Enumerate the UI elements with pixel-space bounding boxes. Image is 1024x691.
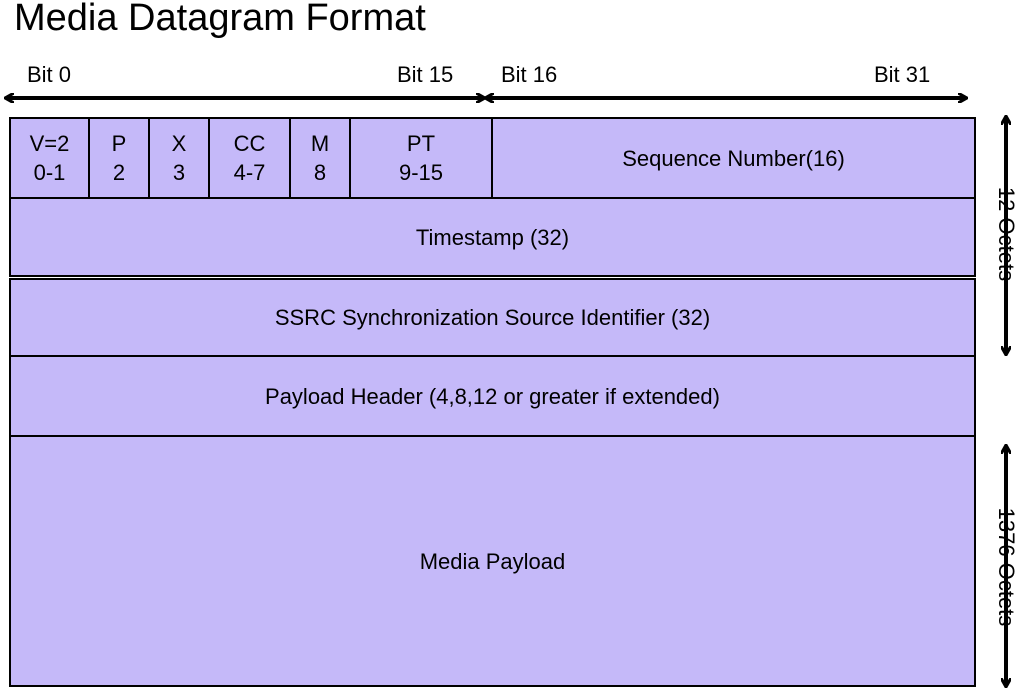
- field-padding-name: P: [111, 131, 127, 156]
- field-sequence-number: [491, 117, 976, 199]
- row-payload-header: [9, 355, 976, 437]
- field-payload-type-name: PT: [406, 131, 436, 156]
- field-extension-bits: 3: [172, 160, 186, 185]
- bit-15-label: Bit 15: [397, 62, 454, 87]
- row-ssrc: [9, 278, 976, 357]
- timestamp-label: Timestamp (32): [415, 224, 570, 250]
- field-csrc-count-bits: 4-7: [233, 160, 266, 185]
- field-marker-bits: 8: [313, 160, 327, 185]
- row-timestamp: [9, 197, 976, 277]
- field-version: [9, 117, 90, 199]
- row-media-payload: [9, 435, 976, 687]
- field-payload-type-bits: 9-15: [398, 160, 444, 185]
- bit-0-label: Bit 0: [27, 62, 72, 87]
- payload-size-label: 1376 Octets: [994, 507, 1019, 627]
- ssrc-label: SSRC Synchronization Source Identifier (32): [274, 305, 711, 330]
- field-payload-type: [349, 117, 493, 199]
- field-padding-bits: 2: [112, 160, 126, 185]
- field-version-bits: 0-1: [33, 160, 66, 185]
- field-marker: [289, 117, 351, 199]
- field-extension-name: X: [171, 131, 187, 156]
- field-extension: [148, 117, 210, 199]
- field-csrc-count: [208, 117, 291, 199]
- bit-16-label: Bit 16: [501, 62, 558, 87]
- field-marker-name: M: [310, 131, 330, 156]
- diagram-title: Media Datagram Format: [14, 0, 426, 39]
- field-csrc-count-name: CC: [233, 131, 266, 156]
- bit-31-label: Bit 31: [874, 62, 931, 87]
- media-payload-label: Media Payload: [419, 548, 566, 574]
- field-version-name: V=2: [29, 131, 70, 156]
- payload-header-label: Payload Header (4,8,12 or greater if extended): [265, 383, 720, 409]
- header-size-label: 12 Octets: [994, 186, 1019, 282]
- sequence-number-label: Sequence Number(16): [622, 145, 845, 171]
- field-padding: [88, 117, 150, 199]
